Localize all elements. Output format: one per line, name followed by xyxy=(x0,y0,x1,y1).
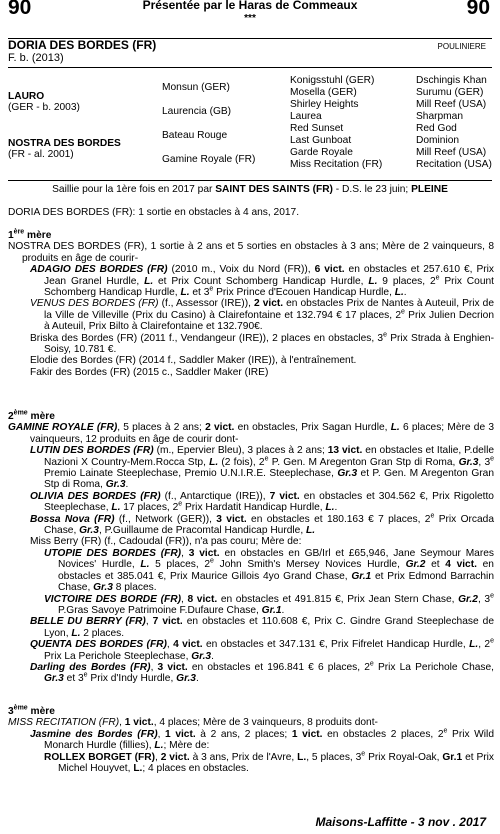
produce-entry: ROLLEX BORGET (FR), 2 vict. à 3 ans, Prix de l'Avre, L., 5 places, 3e Prix Royal-Oak, Gr.1 et Prix Michel Houyvet, L.; 4 places en obstacles. xyxy=(44,750,494,775)
dam-record: MISS RECITATION (FR), 1 vict., 4 places; Mère de 3 vainqueurs, 8 produits dont- xyxy=(8,717,378,729)
produce-entry: OLIVIA DES BORDES (FR) (f., Antarctique (IRE)), 7 vict. en obstacles et 304.562 €, Prix Rigoletto Steeplechase, L. 17 places, 2e Prix Hardatit Handicap Hurdle, L.. xyxy=(30,490,494,514)
section-second-dam xyxy=(8,411,494,685)
pedigree-g4: Recitation (USA) xyxy=(416,159,492,170)
pedigree-g3: Miss Recitation (FR) xyxy=(290,159,383,170)
header-stars: *** xyxy=(244,13,256,24)
pedigree-dam-info: (FR - al. 2001) xyxy=(8,149,74,160)
pedigree-g3: Laurea xyxy=(290,111,322,122)
pedigree-g4: Dschingis Khan xyxy=(416,75,487,86)
section-third-dam xyxy=(8,706,494,774)
pedigree-g4: Mill Reef (USA) xyxy=(416,147,487,158)
lot-number-right: 90 xyxy=(466,0,490,19)
pedigree-g3: Konigsstuhl (GER) xyxy=(290,75,375,86)
pedigree-g2: Monsun (GER) xyxy=(162,82,230,93)
produce-entry: Fakir des Bordes (FR) (2015 c., Saddler Maker (IRE) xyxy=(30,366,269,378)
dam-record: NOSTRA DES BORDES (FR), 1 sortie à 2 ans et 5 sorties en obstacles à 3 ans; Mère de 2 vainqueurs, 8 produits en âge de courir- xyxy=(8,241,494,264)
saillie-mid: - D.S. le 23 juin; xyxy=(332,184,412,195)
produce-entry: BELLE DU BERRY (FR), 7 vict. en obstacles et 110.608 €, Prix C. Gindre Grand Steeplechase de Lyon, L. 2 places. xyxy=(30,616,494,639)
pedigree-sire: LAURO xyxy=(8,91,45,102)
pedigree-g3: Red Sunset xyxy=(290,123,344,134)
saillie-status: PLEINE xyxy=(411,184,448,195)
produce-entry: UTOPIE DES BORDES (FR), 3 vict. en obstacles en GB/Irl et £65,946, Jane Seymour Mares Novices' Hurdle, L. 5 places, 2e John Smith's Mersey Novices Hurdle, Gr.2 et 4 vict. en obstacles et 385.041 €, Prix Maurice Gillois 4yo Grand Chase, Gr.1 et Prix Edmond Barrachin Chase, Gr.3 8 places. xyxy=(44,547,494,594)
horse-name-box xyxy=(8,38,492,68)
produce-entry: ADAGIO DES BORDES (FR) (2010 m., Voix du Nord (FR)), 6 vict. en obstacles et 257.610 €, Prix Jean Granel Hurdle, L. et Prix Count Schomberg Handicap Hurdle, L. 9 places, 2e Prix Count Schomberg Handicap Hurdle, L. et 3e Prix Prince d'Ecouen Handicap Hurdle, L.. xyxy=(30,264,495,299)
lot-number-left: 90 xyxy=(8,0,32,19)
produce-entry: VENUS DES BORDES (FR) (f., Assessor (IRE)), 2 vict. en obstacles Prix de Nantes à Auteuil, Prix de la Ville de Villeville (Prix du Casino) à Clairefontaine et 132.794 € 17 places, 2e Prix Julien Decrion à Auteuil, Prix Bilto à Clairefontaine et 132.790€. xyxy=(30,298,495,333)
section-heading: 1ère mère xyxy=(8,228,52,241)
pedigree-g3: Mosella (GER) xyxy=(290,87,357,98)
pedigree-g4: Surumu (GER) xyxy=(416,87,484,98)
footer-date: Maisons-Laffitte - 3 nov . 2017 xyxy=(315,814,486,829)
produce-entry: Darling des Bordes (FR), 3 vict. en obstacles et 196.841 € 6 places, 2e Prix La Perichole Chase, Gr.3 et 3e Prix d'Indy Hurdle, Gr.3. xyxy=(30,660,495,685)
section-first-dam xyxy=(8,230,494,378)
pedigree-g4: Mill Reef (USA) xyxy=(416,99,487,110)
produce-entry: LUTIN DES BORDES (FR) (m., Epervier Bleu), 3 places à 2 ans; 13 vict. en obstacles et Italie, P.delle Nazioni X Country-Mem.Rocca Stp, L. (2 fois), 2e P. Gen. M Aregenton Gran Stp di Roma, Gr.3, 3e Premio Lainate Steeplechase, Premio U.N.I.R.E. Steeplechase, Gr.3 et P. Gen. M Aregenton Gran Stp di Roma, Gr.3. xyxy=(30,445,495,491)
produce-entry: Jasmine des Bordes (FR), 1 vict. à 2 ans, 2 places; 1 vict. en obstacles 2 places, 2e Prix Wild Monarch Hurdle (fillies), L.; Mère de: xyxy=(30,727,494,752)
horse-info: F. b. (2013) xyxy=(8,52,64,64)
section-heading: 2ème mère xyxy=(8,409,55,422)
produce-entry: VICTOIRE DES BORDE (FR), 8 vict. en obstacles et 491.815 €, Prix Jean Stern Chase, Gr.2, 3e P.Gras Savoye Patrimoine F.Dufaure Chase, Gr.1. xyxy=(44,592,494,616)
pedigree-g2: Laurencia (GB) xyxy=(162,106,232,117)
produce-entry: Bossa Nova (FR) (f., Network (GER)), 3 vict. en obstacles et 180.163 € 7 places, 2e Prix Orcada Chase, Gr.3, P.Guillaume de Pracomtal Handicap Hurdle, L. xyxy=(30,512,494,537)
horse-name: DORIA DES BORDES (FR) xyxy=(8,38,157,52)
pedigree-g3: Shirley Heights xyxy=(290,99,359,110)
pedigree-g4: Sharpman xyxy=(416,111,464,122)
dam-record: GAMINE ROYALE (FR), 5 places à 2 ans; 2 vict. en obstacles, Prix Sagan Hurdle, L. 6 places; Mère de 3 vainqueurs, 12 produits en âge de courir dont- xyxy=(8,422,494,445)
pedigree-g2: Gamine Royale (FR) xyxy=(162,154,256,165)
pedigree-g4: Red God xyxy=(416,123,457,134)
pedigree-g4: Dominion xyxy=(416,135,460,146)
saillie-pre: Saillie pour la 1ère fois en 2017 par xyxy=(52,184,216,195)
pedigree-g2: Bateau Rouge xyxy=(162,130,228,141)
produce-entry: QUENTA DES BORDES (FR), 4 vict. en obstacles et 347.131 €, Prix Fifrelet Handicap Hurdle, L., 2e Prix La Perichole Steeplechase, Gr.3. xyxy=(30,637,494,662)
pedigree-sire-info: (GER - b. 2003) xyxy=(8,102,80,113)
header-title: Présentée par le Haras de Commeaux xyxy=(142,0,358,12)
produce-entry: Briska des Bordes (FR) (2011 f., Vendangeur (IRE)), 2 places en obstacles, 3e Prix Strada à Enghien-Soisy, 10.781 €. xyxy=(30,331,494,356)
produce-entry: Miss Berry (FR) (f., Cadoudal (FR)), n'a pas couru; Mère de: xyxy=(30,536,302,548)
section-heading: 3ème mère xyxy=(8,704,55,717)
pedigree-dam: NOSTRA DES BORDES xyxy=(8,138,121,149)
horse-category: POULINIERE xyxy=(437,42,486,51)
saillie-stallion: SAINT DES SAINTS (FR) xyxy=(215,184,333,195)
pedigree-g3: Last Gunboat xyxy=(290,135,352,146)
pedigree-g3: Garde Royale xyxy=(290,147,353,158)
saillie-line xyxy=(0,184,500,195)
pedigree-table xyxy=(8,70,492,181)
produce-entry: Elodie des Bordes (FR) (2014 f., Saddler Maker (IRE)), à l'entraînement. xyxy=(30,355,357,367)
intro-text: DORIA DES BORDES (FR): 1 sortie en obstacles à 4 ans, 2017. xyxy=(8,207,300,218)
